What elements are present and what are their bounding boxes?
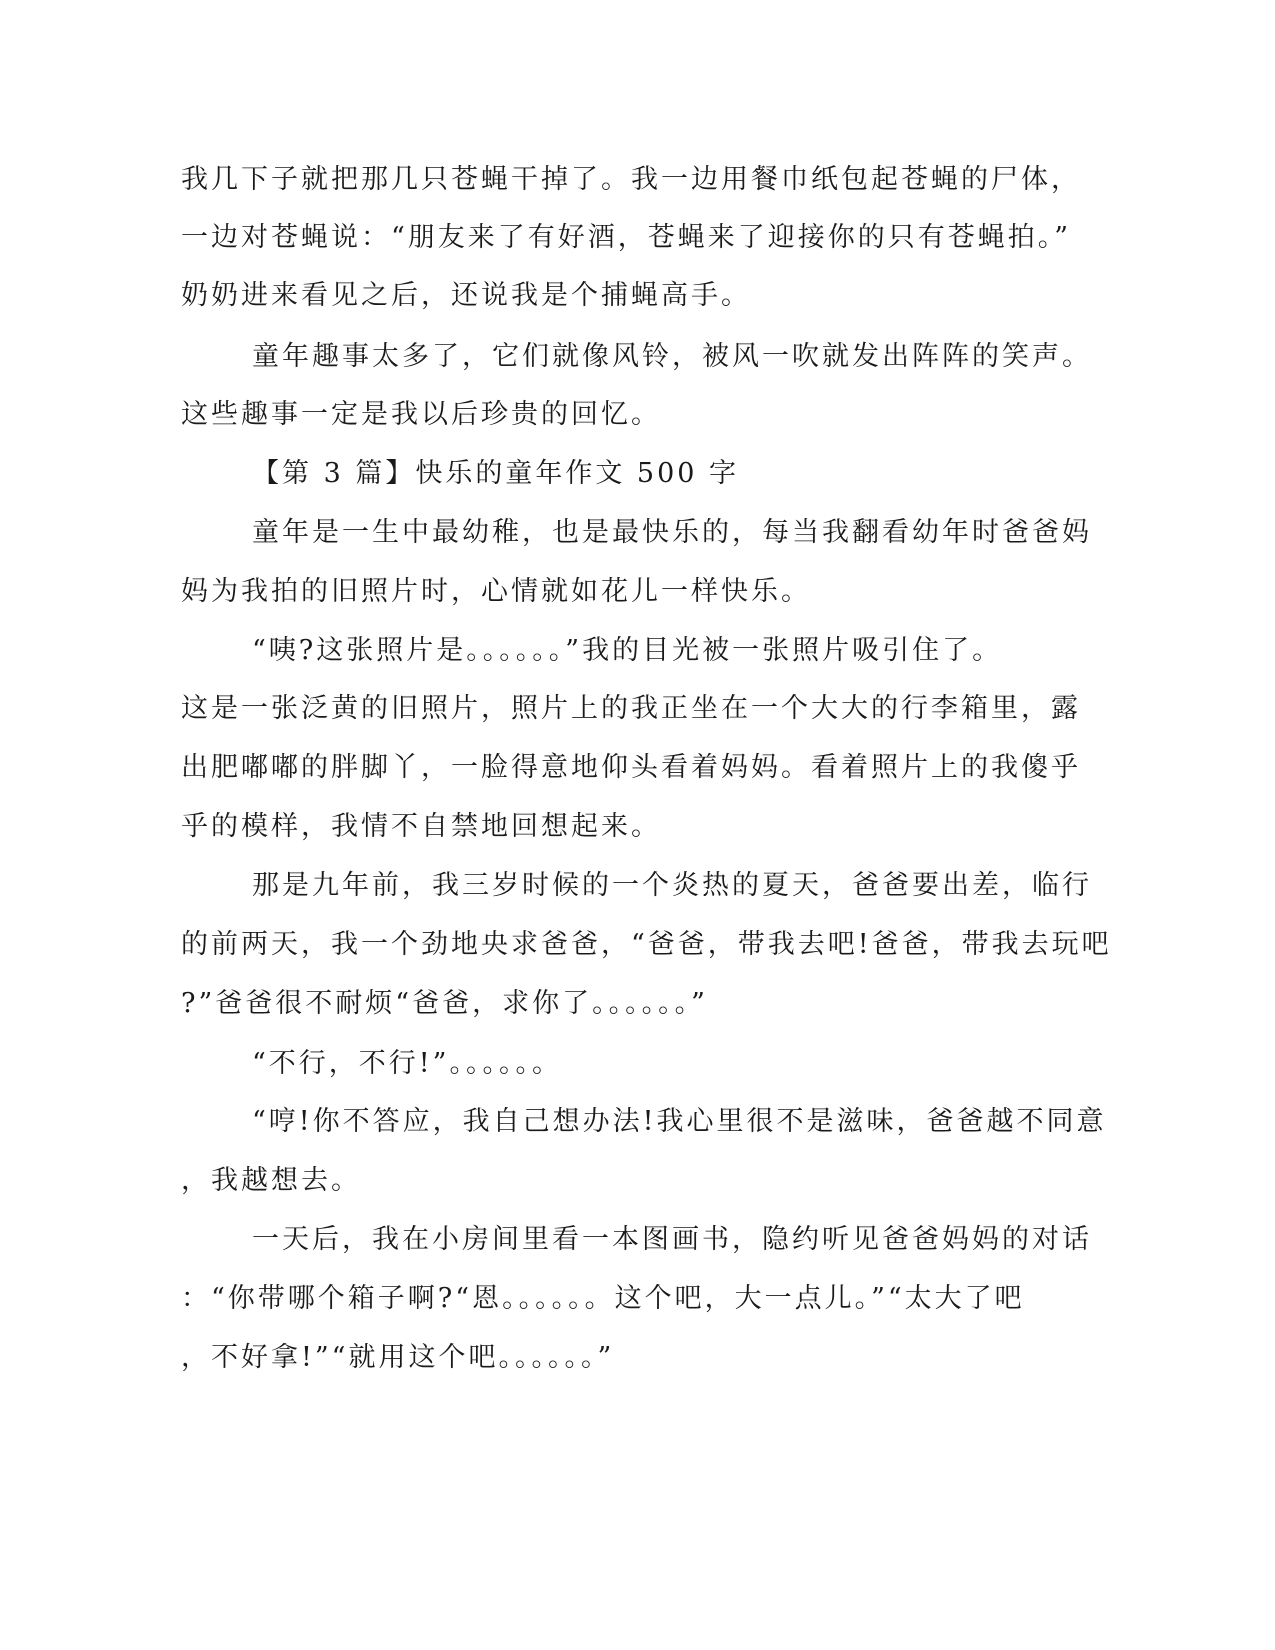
- text-line: 这些趣事一定是我以后珍贵的回忆。: [181, 399, 661, 430]
- text-line: “咦?这张照片是。。。。。。”我的目光被一张照片吸引住了。: [252, 635, 1003, 666]
- text-line: 那是九年前，我三岁时候的一个炎热的夏天，爸爸要出差，临行: [252, 870, 1092, 901]
- text-line: 一边对苍蝇说：“朋友来了有好酒，苍蝇来了迎接你的只有苍蝇拍。”: [181, 222, 1072, 253]
- text-line: “哼!你不答应，我自己想办法!我心里很不是滋味，爸爸越不同意: [252, 1106, 1107, 1137]
- text-line: ，不好拿!”“就用这个吧。。。。。。”: [181, 1342, 615, 1373]
- text-line: 妈为我拍的旧照片时，心情就如花儿一样快乐。: [181, 576, 811, 607]
- text-line: 童年趣事太多了，它们就像风铃，被风一吹就发出阵阵的笑声。: [252, 341, 1092, 372]
- text-line: 奶奶进来看见之后，还说我是个捕蝇高手。: [181, 280, 751, 311]
- text-line: ，我越想去。: [181, 1165, 361, 1196]
- text-line: 童年是一生中最幼稚，也是最快乐的，每当我翻看幼年时爸爸妈: [252, 517, 1092, 548]
- text-line: 的前两天，我一个劲地央求爸爸，“爸爸，带我去吧!爸爸，带我去玩吧: [181, 929, 1112, 960]
- text-line: ?”爸爸很不耐烦“爸爸，求你了。。。。。。”: [181, 988, 708, 1019]
- text-line: ：“你带哪个箱子啊?“恩。。。。。。这个吧，大一点儿。”“太大了吧: [181, 1283, 1025, 1314]
- text-line: 一天后，我在小房间里看一本图画书，隐约听见爸爸妈妈的对话: [252, 1224, 1092, 1255]
- text-line: 乎的模样，我情不自禁地回想起来。: [181, 811, 661, 842]
- text-line: 我几下子就把那几只苍蝇干掉了。我一边用餐巾纸包起苍蝇的尸体，: [181, 164, 1081, 195]
- text-line: 出肥嘟嘟的胖脚丫，一脸得意地仰头看着妈妈。看着照片上的我傻乎: [181, 752, 1081, 783]
- section-heading: 【第 3 篇】快乐的童年作文 500 字: [252, 458, 740, 489]
- text-line: “不行，不行!”。。。。。。: [252, 1048, 562, 1079]
- text-line: 这是一张泛黄的旧照片，照片上的我正坐在一个大大的行李箱里，露: [181, 693, 1081, 724]
